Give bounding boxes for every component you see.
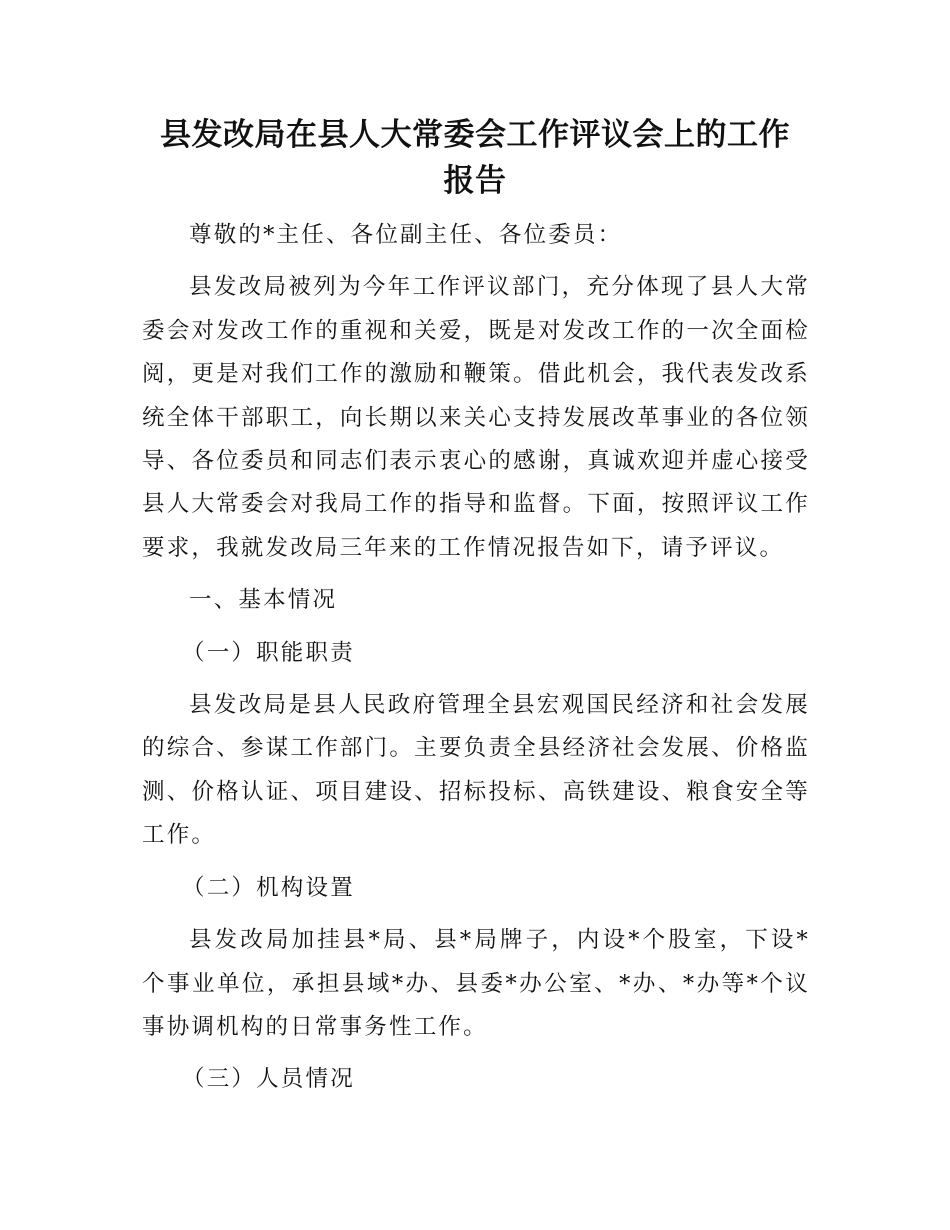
functions-paragraph: 县发改局是县人民政府管理全县宏观国民经济和社会发展的综合、参谋工作部门。主要负责全县经济社会发展、价格监测、价格认证、项目建设、招标投标、高铁建设、粮食安全等工作。 [142,692,810,849]
title-line-2: 报告 [443,163,507,199]
salutation: 尊敬的*主任、各位副主任、各位委员： [189,222,623,248]
title-line-1: 县发改局在县人大常委会工作评议会上的工作 [160,117,790,153]
subsection-heading-personnel: （三）人员情况 [182,1066,355,1093]
document-title [140,112,810,204]
section-heading-basic-situation: 一、基本情况 [189,587,338,614]
subsection-heading-functions: （一）职能职责 [182,639,355,666]
subsection-heading-organization: （二）机构设置 [182,874,355,901]
intro-paragraph: 县发改局被列为今年工作评议部门，充分体现了县人大常委会对发改工作的重视和关爱，既是对发改工作的一次全面检阅，更是对我们工作的激励和鞭策。借此机会，我代表发改系统全体干部职工，向长期以来关心支持发展改革事业的各位领导、各位委员和同志们表示衷心的感谢，真诚欢迎并虚心接受县人大常委会对我局工作的指导和监督。下面，按照评议工作要求，我就发改局三年来的工作情况报告如下，请予评议。 [142,274,810,561]
organization-paragraph: 县发改局加挂县*局、县*局牌子，内设*个股室，下设*个事业单位，承担县域*办、县委*办公室、*办、*办等*个议事协调机构的日常事务性工作。 [142,927,810,1040]
document-body [142,214,810,1102]
